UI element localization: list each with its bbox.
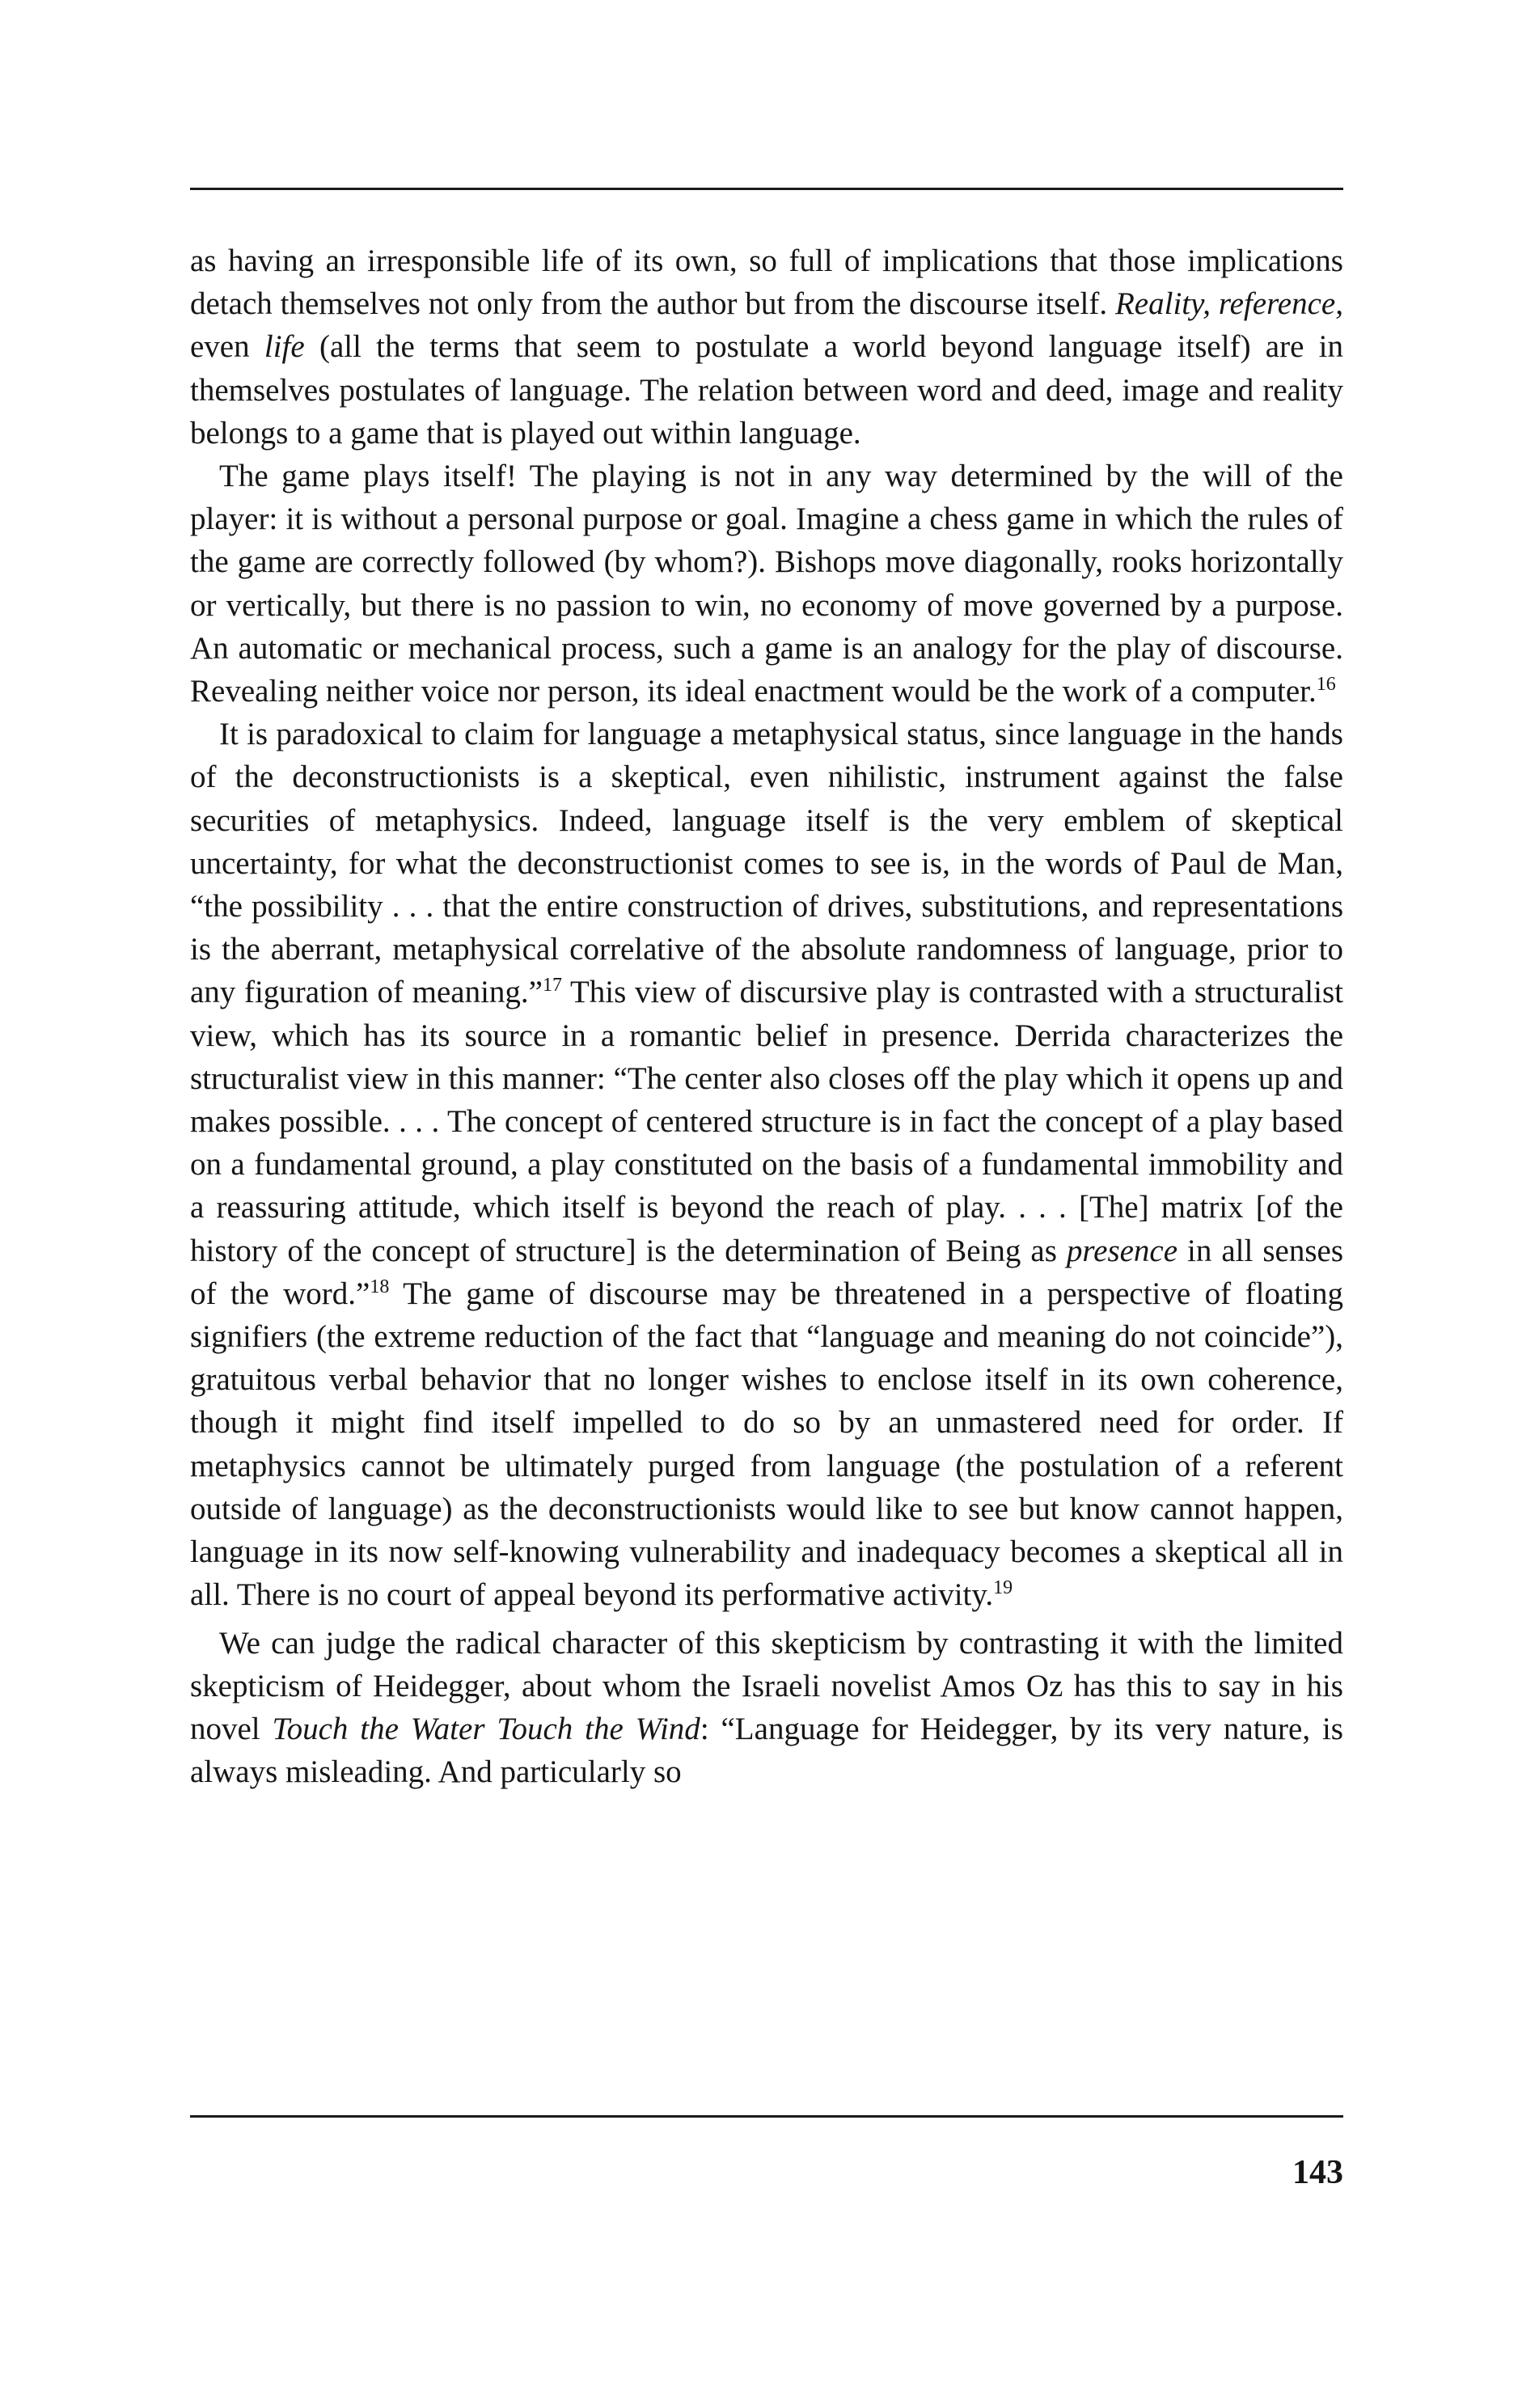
bottom-rule [190, 2115, 1343, 2118]
top-rule [190, 188, 1343, 190]
text-run: even [190, 329, 264, 365]
footnote-ref: 19 [993, 1577, 1013, 1599]
text-run: (all the terms that seem to postulate a world beyond language itself) are in themselves postulates of language. The relation between word and deed, image and reality belongs to a game that is played out within language. [190, 329, 1343, 451]
paragraph-1 [190, 239, 1343, 455]
italic-run: presence [1066, 1233, 1178, 1268]
footnote-ref: 18 [370, 1276, 390, 1297]
text-run: We can judge the radical character of this skepticism by contrasting it with the limited skepticism of Heidegger, about whom the Israeli novelist Amos Oz has this to say in his novel [190, 1625, 1343, 1746]
text-run: This view of discursive play is contrasted with a structuralist view, which has its source in a romantic belief in presence. Derrida characterizes the structuralist view in this manner: “The center also closes off the play which it opens up and makes possible. . . . The concept of centered structure is in fact the concept of a play based on a fundamental ground, a play constituted on the basis of a fundamental immobility and a reassuring attitude, which itself is beyond the reach of play. . . . [The] matrix [of the history of the concept of structure] is the determination of Being as [190, 975, 1343, 1268]
text-run: It is paradoxical to claim for language a metaphysical status, since language in the hands of the deconstructionists is a skeptical, even nihilistic, instrument against the false securities of metaphysics. Indeed, language itself is the very emblem of skeptical uncertainty, for what the deconstructionist comes to see is, in the words of Paul de Man, “the possibility . . . that the entire construction of drives, substitutions, and representations is the aberrant, metaphysical correlative of the absolute randomness of language, prior to any figuration of meaning.” [190, 717, 1343, 1010]
paragraph-3 [190, 713, 1343, 1616]
text-run: as having an irresponsible life of its own, so full of implications that those implications detach themselves not only from the author but from the discourse itself. [190, 243, 1343, 322]
italic-run: life [264, 329, 305, 365]
paragraph-4 [190, 1622, 1343, 1794]
footnote-ref: 16 [1316, 674, 1336, 696]
body-text [190, 239, 1343, 1793]
text-run: : “Language for Heidegger, by its very nature, is always misleading. And particularly so [190, 1711, 1343, 1790]
italic-run: Touch the Water Touch the Wind [272, 1711, 700, 1746]
text-run: The game plays itself! The playing is not in any way determined by the will of the player: it is without a personal purpose or goal. Imagine a chess game in which the rules of the game are correctly followed (by whom?). Bishops move diagonally, rooks horizontally or vertically, but there is no passion to win, no economy of move governed by a purpose. An automatic or mechanical process, such a game is an analogy for the play of discourse. Revealing neither voice nor person, its ideal enactment would be the work of a computer. [190, 459, 1343, 709]
footnote-ref: 17 [542, 975, 562, 997]
paragraph-2 [190, 455, 1343, 713]
italic-run: Reality, reference, [1114, 286, 1343, 322]
text-run: in all senses of the word.” [190, 1233, 1343, 1311]
page-number: 143 [1292, 2154, 1343, 2191]
text-run: The game of discourse may be threatened in a perspective of floating signifiers (the extreme reduction of the fact that “language and meaning do not coincide”), gratuitous verbal behavior that no longer wishes to enclose itself in its own coherence, though it might find itself impelled to do so by an unmastered need for order. If metaphysics cannot be ultimately purged from language (the postulation of a referent outside of language) as the deconstructionists would like to see but know cannot happen, language in its now self-knowing vulnerability and inadequacy becomes a skeptical all in all. There is no court of appeal beyond its performative activity. [190, 1276, 1343, 1613]
